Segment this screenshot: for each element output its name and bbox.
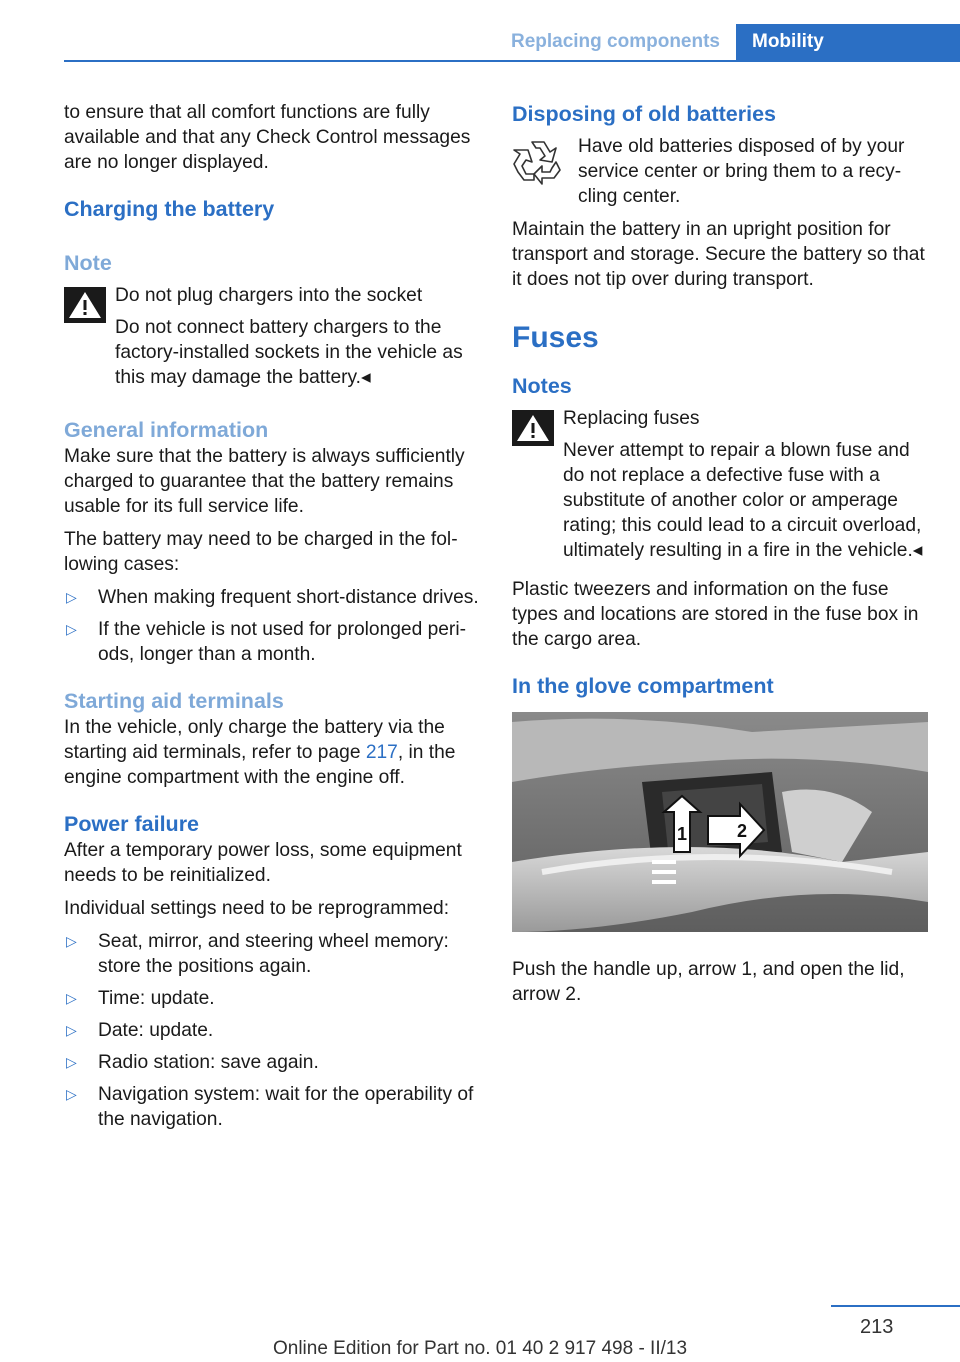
page-reference-link[interactable]: 217: [365, 742, 398, 763]
triangle-bullet-icon: ▷: [66, 1086, 77, 1102]
disposing-paragraph-1: Have old batteries disposed of by your service center or bring them to a recy‐cling center.: [578, 136, 905, 207]
triangle-bullet-icon: ▷: [66, 1022, 77, 1038]
power-failure-paragraph-2: Individual settings need to be reprogrammed:: [64, 898, 450, 919]
fuse-warning-notice: [512, 406, 930, 563]
glove-compartment-photo: [512, 712, 928, 932]
list-item: ▷ Seat, mirror, and steering wheel memory: store the positions again.: [66, 931, 449, 977]
list-item: ▷ Time: update.: [66, 988, 215, 1009]
footer-rule: [831, 1305, 960, 1307]
list-item: ▷ Navigation system: wait for the operability of the navigation.: [66, 1084, 474, 1130]
fuses-heading: Fuses: [512, 321, 599, 354]
note-subheading: Do not plug chargers into the socket: [115, 285, 423, 306]
right-column: [512, 100, 930, 1015]
recycle-icon: [512, 136, 564, 186]
recycle-notice: [512, 134, 930, 209]
charging-heading: Charging the battery: [64, 197, 275, 221]
header-rule: [64, 60, 960, 62]
warning-triangle-icon: [512, 410, 554, 446]
page-number: 213: [860, 1316, 894, 1338]
charging-cases-list: [64, 585, 484, 667]
triangle-bullet-icon: ▷: [66, 589, 77, 605]
running-header: [64, 24, 960, 62]
warning-notice: [64, 283, 484, 390]
power-failure-heading: Power failure: [64, 812, 200, 836]
list-item: ▷ Date: update.: [66, 1020, 214, 1041]
general-info-paragraph-1: Make sure that the battery is always sufficiently charged to guarantee that the battery remains usable for its full service life.: [64, 446, 465, 517]
reprogram-list: [64, 929, 484, 1132]
list-item: ▷ Radio station: save again.: [66, 1052, 319, 1073]
list-item: ▷ When making frequent short-distance drives.: [66, 587, 479, 608]
edition-footer: Online Edition for Part no. 01 40 2 917 498 - II/13: [272, 1338, 688, 1359]
triangle-bullet-icon: ▷: [66, 621, 77, 637]
disposing-heading: Disposing of old batteries: [512, 102, 776, 126]
list-item: ▷ If the vehicle is not used for prolonged peri‐ods, longer than a month.: [66, 619, 466, 665]
starting-aid-paragraph: In the vehicle, only charge the battery via the starting aid terminals, refer to page 217, in the engine compartment with the engine off.: [64, 717, 456, 788]
triangle-bullet-icon: ▷: [66, 1054, 77, 1070]
arrow-2-label: 2: [736, 821, 748, 841]
notes-subheading: Replacing fuses: [563, 408, 700, 429]
triangle-bullet-icon: ▷: [66, 990, 77, 1006]
glove-caption: Push the handle up, arrow 1, and open the lid, arrow 2.: [512, 959, 905, 1005]
power-failure-paragraph-1: After a temporary power loss, some equipment needs to be reinitialized.: [64, 840, 462, 886]
starting-aid-heading: Starting aid terminals: [64, 689, 284, 713]
arrow-1-label: 1: [676, 824, 688, 844]
warning-triangle-icon: [64, 287, 106, 323]
glove-compartment-heading: In the glove compartment: [512, 674, 774, 698]
left-column: [64, 100, 484, 1139]
triangle-bullet-icon: ▷: [66, 933, 77, 949]
note-heading: Note: [64, 251, 112, 275]
notes-body: Never attempt to repair a blown fuse and do not replace a defective fuse with a substitute of another color or amperage rating; this could lead to a circuit overload, ultimately resulting in a fire in the vehicle.◂: [563, 440, 923, 561]
disposing-paragraph-2: Maintain the battery in an upright position for transport and storage. Secure the battery so that it does not tip over during transport.: [512, 219, 925, 290]
notes-heading: Notes: [512, 374, 572, 398]
header-section-title: Replacing components: [510, 31, 720, 52]
general-info-heading: General information: [64, 418, 269, 442]
fuses-paragraph: Plastic tweezers and information on the fuse types and locations are stored in the fuse box in the cargo area.: [512, 579, 919, 650]
header-chapter-tab: Mobility: [736, 24, 960, 60]
intro-paragraph: to ensure that all comfort functions are fully available and that any Check Control messages are no longer displayed.: [64, 102, 471, 173]
note-body: Do not connect battery chargers to the factory-installed sockets in the vehicle as this may damage the battery.◂: [115, 317, 463, 388]
general-info-paragraph-2: The battery may need to be charged in the fol‐lowing cases:: [64, 529, 458, 575]
